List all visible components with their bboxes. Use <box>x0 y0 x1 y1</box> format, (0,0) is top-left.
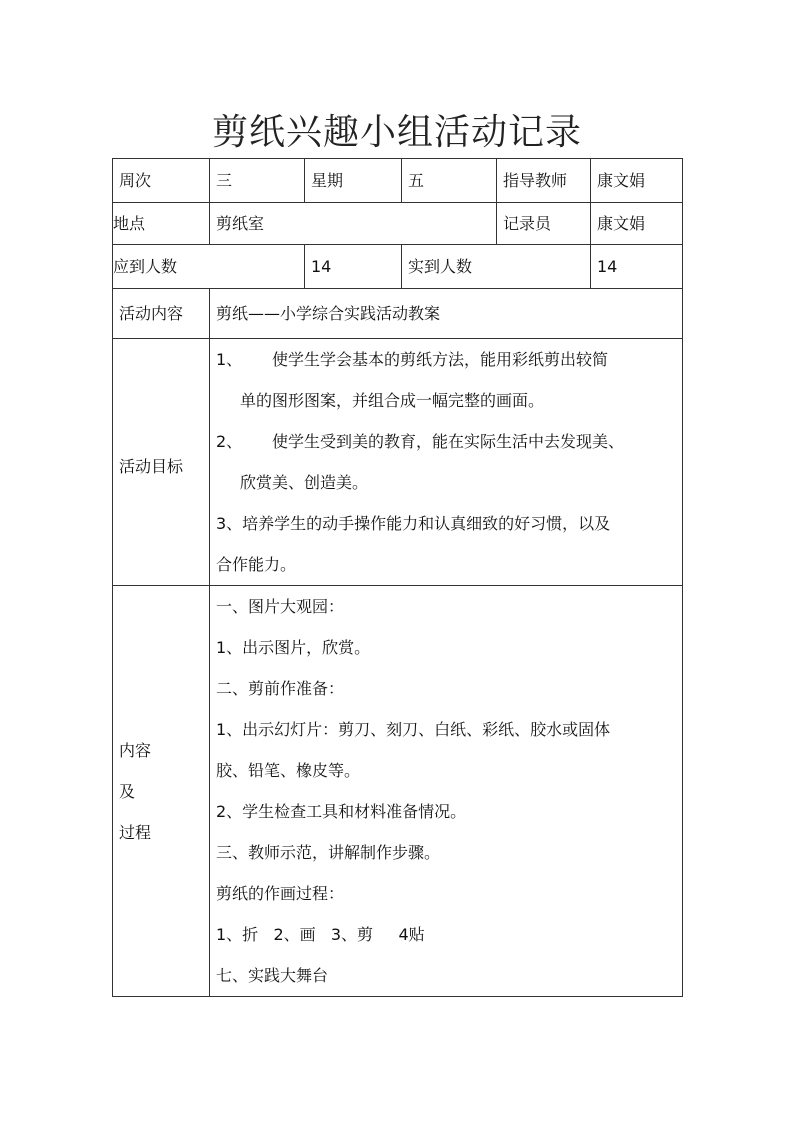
goals-row <box>113 339 683 586</box>
day-value: 五 <box>402 159 497 203</box>
activity-record-table <box>112 158 683 997</box>
process-label-line: 内容 <box>119 740 152 760</box>
goal-text: 3、培养学生的动手操作能力和认真细致的好习惯，以及 <box>216 514 611 533</box>
teacher-label: 指导教师 <box>497 159 591 203</box>
info-row-attendance <box>113 245 683 289</box>
goal-text: 使学生学会基本的剪纸方法，能用彩纸剪出较简 <box>272 350 609 369</box>
expected-value: 14 <box>305 245 402 289</box>
actual-label: 实到人数 <box>402 245 591 289</box>
process-line: 剪纸的作画过程： <box>216 884 345 903</box>
goal-text: 使学生受到美的教育，能在实际生活中去发现美、 <box>272 432 625 451</box>
place-value: 剪纸室 <box>210 203 497 245</box>
goal-text-continued: 合作能力。 <box>216 555 297 574</box>
place-label: 地点 <box>113 203 210 245</box>
process-line: 二、剪前作准备： <box>216 679 345 698</box>
goals-list <box>210 339 683 586</box>
process-line: 1、折 2、画 3、剪 4贴 <box>216 925 425 944</box>
process-label-line: 过程 <box>119 822 152 842</box>
goal-item <box>216 421 682 462</box>
process-line: 七、实践大舞台 <box>216 966 329 985</box>
info-row-week <box>113 159 683 203</box>
week-value: 三 <box>210 159 305 203</box>
page-title: 剪纸兴趣小组活动记录 <box>211 112 582 153</box>
recorder-value: 康文娟 <box>591 203 683 245</box>
process-line: 2、学生检查工具和材料准备情况。 <box>216 802 467 821</box>
goal-item <box>216 339 682 380</box>
info-row-place <box>113 203 683 245</box>
goal-text-continued: 欣赏美、创造美。 <box>240 473 369 492</box>
goal-text-continued: 单的图形图案，并组合成一幅完整的画面。 <box>240 391 545 410</box>
content-label: 活动内容 <box>113 289 210 339</box>
process-steps <box>210 586 683 997</box>
process-line: 胶、铅笔、橡皮等。 <box>216 761 361 780</box>
actual-value: 14 <box>591 245 683 289</box>
recorder-label: 记录员 <box>497 203 591 245</box>
teacher-value: 康文娟 <box>591 159 683 203</box>
day-label: 星期 <box>305 159 402 203</box>
process-line: 三、教师示范，讲解制作步骤。 <box>216 843 441 862</box>
content-value: 剪纸——小学综合实践活动教案 <box>210 289 683 339</box>
goals-label: 活动目标 <box>113 339 210 586</box>
process-row <box>113 586 683 997</box>
process-line: 1、出示幻灯片：剪刀、刻刀、白纸、彩纸、胶水或固体 <box>216 720 611 739</box>
process-line: 一、图片大观园： <box>216 597 345 616</box>
expected-label: 应到人数 <box>113 245 305 289</box>
content-row <box>113 289 683 339</box>
goal-number: 1、 <box>216 350 243 369</box>
week-label: 周次 <box>113 159 210 203</box>
process-label <box>113 586 210 997</box>
process-label-line: 及 <box>119 781 136 801</box>
goal-number: 2、 <box>216 432 243 451</box>
process-line: 1、出示图片，欣赏。 <box>216 638 371 657</box>
